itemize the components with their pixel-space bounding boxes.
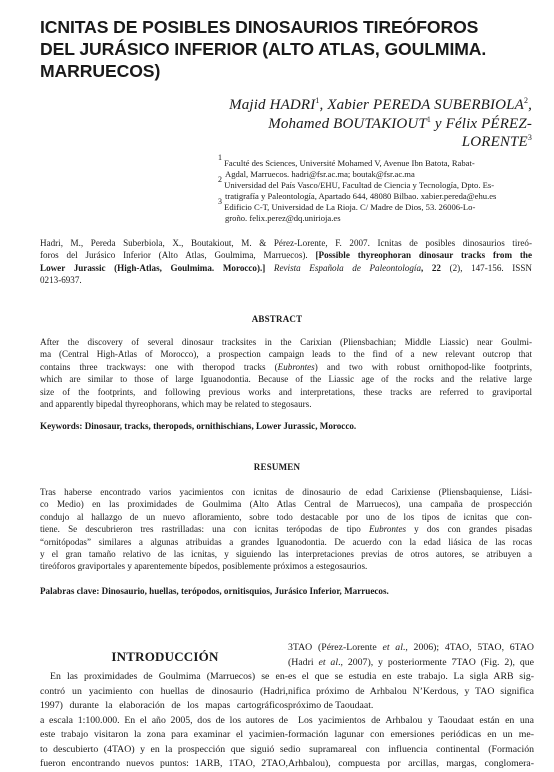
- abstract-heading: ABSTRACT: [251, 314, 303, 324]
- citation-etal: et al: [318, 656, 339, 668]
- abstract-line: After the discovery of several dinosaur tracksites in the Carixian (Pliensbachian; Middle Liassic) near Goulmi-: [40, 337, 532, 347]
- title-line: DEL JURÁSICO INFERIOR (ALTO ATLAS, GOULMIMA.: [40, 39, 487, 59]
- citation-line: Hadri, M., Pereda Suberbiola, X., Boutakiout, M. & Pérez-Lorente, F. 2007. Icnitas de posibles dinosaurios tireó-: [40, 238, 532, 248]
- author-name: Félix PÉREZ-: [445, 115, 532, 132]
- taxon-name: Eubrontes: [277, 361, 315, 372]
- affiliation-line: [218, 175, 536, 191]
- citation-text: (2), 147-156. ISSN: [440, 262, 532, 273]
- affiliation-line: [218, 153, 536, 169]
- citation: [40, 237, 532, 287]
- body-line: a escala 1:100.000. En el año 2005, dos de los autores de: [40, 714, 288, 726]
- body-line: [288, 641, 534, 656]
- affiliation-text: Faculté des Sciences, Université Mohamed V, Avenue Ibn Batota, Rabat-: [222, 158, 475, 168]
- citation-text: foros del Jurásico Inferior (Alto Atlas, Goulmima, Marruecos).: [40, 250, 308, 261]
- author-separator: ,: [528, 97, 532, 113]
- affiliation-line: tratigrafía y Paleontología, Apartado 644, 48080 Bilbao. xabier.pereda@ehu.es: [225, 191, 497, 201]
- intro-column-left: [40, 670, 288, 772]
- taxon-name: Eubrontes: [368, 524, 407, 535]
- affiliation-mark: 3: [218, 197, 222, 206]
- body-text: ., 2006); 4TAO, 5TAO, 6TAO: [402, 642, 535, 653]
- english-title: [Possible thyreophoran dinosaur tracks from the: [307, 250, 532, 261]
- abstract-line: and apparently bipedal thyreophorans, which may be related to stegosaurs.: [40, 399, 312, 410]
- affiliation-mark: 2: [218, 175, 222, 184]
- affiliation-mark: 1: [426, 114, 432, 124]
- body-line: este trabajo visitaron la zona para examinar el yacimien-: [40, 729, 288, 740]
- abstract-text: ) and two with robust ornithopod-like footprints,: [314, 361, 532, 372]
- intro-column-right: [288, 641, 534, 772]
- author-separator: ,: [319, 97, 328, 113]
- affiliation-line: [218, 197, 536, 213]
- body-line: En las proximidades de Goulmima (Marruecos) se en-: [50, 671, 288, 682]
- body-line: 1997) durante la elaboración de los mapas cartográficos: [40, 700, 288, 711]
- body-text: 3TAO (Pérez-Lorente: [288, 642, 383, 653]
- affiliation-mark: 1: [218, 153, 222, 162]
- resumen-line: Tras haberse encontrado varios yacimientos con icnitas de dinosaurio de edad Carixiense (Pliensbaquiense, Liási-: [40, 487, 532, 497]
- author-line: [229, 133, 532, 152]
- journal-volume: , 22: [421, 262, 441, 273]
- paper-title: [40, 16, 530, 82]
- body-line: nifica próximo de Arhbalou N’Kerdous, y TAO significa: [288, 685, 534, 697]
- body-text: ., 2007), y posteriormente 7TAO (Fig. 2), que: [338, 656, 534, 668]
- body-line: fueron encontrando nuevos puntos: 1ARB, 1TAO, 2TAO,: [40, 758, 288, 769]
- author-name: Xabier PEREDA SUBERBIOLA: [327, 97, 524, 113]
- abstract-keywords: [40, 420, 532, 432]
- abstract-line: which are similar to those of large Iguanodontia. Because of the Liassic age of the rocks and the relative large: [40, 374, 532, 385]
- resumen-text: tiene. Se descubrieron tres rastrilladas: una con icnitas terópodas de tipo: [40, 524, 369, 535]
- resumen-line: condujo al hallazgo de un nuevo afloramiento, sobre todo destacable por uno de los tipos de icnitas que con-: [40, 511, 532, 522]
- author-line: [229, 96, 532, 115]
- citation-line: [40, 262, 532, 274]
- author-line: [229, 115, 532, 134]
- keywords-label: Palabras clave:: [40, 586, 100, 596]
- keywords-line: [40, 585, 532, 597]
- affiliation-line: Agdal, Marruecos. hadri@fsr.ac.ma; boutak@fsr.ac.ma: [225, 169, 415, 179]
- affiliation-text: Universidad del País Vasco/EHU, Facultad de Ciencia y Tecnología, Dpto. Es-: [222, 180, 495, 190]
- author-name: LORENTE: [461, 134, 528, 150]
- resumen-body: [40, 486, 532, 573]
- resumen-line: “ornitópodas” similares a algunas atribuidas a grandes Iguanodontia. De acuerdo con la edad liásica de las rocas: [40, 536, 532, 547]
- body-line: contró un yacimiento con huellas de dinosaurio (Hadri,: [40, 685, 288, 697]
- body-line: dio supramareal con influencia continental (Formación: [288, 743, 534, 755]
- affiliation-mark: 3: [527, 133, 532, 142]
- author-separator: y: [431, 115, 446, 132]
- citation-etal: et al: [382, 642, 403, 653]
- resumen-text: y dos con grandes pisadas: [406, 524, 532, 535]
- affiliation-line: groño. felix.perez@dq.unirioja.es: [225, 213, 341, 223]
- resumen-line: co Medio) en las proximidades de Goulmima (Alto Atlas Central de Marruecos), una campaña de prospección: [40, 499, 532, 510]
- affiliation-mark: 2: [523, 96, 529, 105]
- keywords-text: Dinosaur, tracks, theropods, ornithischians, Lower Jurassic, Morocco.: [82, 421, 357, 431]
- body-line: próximo de Taoudaat.: [288, 700, 374, 711]
- body-line: formación lagunar con emersiones periódicas en un me-: [288, 729, 534, 740]
- resumen-line: [40, 523, 532, 535]
- affiliations: [218, 153, 536, 224]
- body-line: Arhbalou), compuesta por arcillas, margas, conglomera-: [288, 758, 534, 769]
- body-line: es el que se estudia en este trabajo. La sigla ARB sig-: [288, 671, 534, 682]
- resumen-keywords: [40, 585, 532, 597]
- body-text: (Hadri: [288, 656, 319, 668]
- keywords-text: Dinosaurio, huellas, terópodos, ornitisquios, Jurásico Inferior, Marruecos.: [99, 586, 389, 596]
- title-line: MARRUECOS): [40, 61, 161, 81]
- abstract-text: contains three trackways: one with theropod tracks (: [40, 361, 278, 372]
- citation-line: 0213-6937.: [40, 275, 82, 286]
- affiliation-mark: 1: [315, 96, 320, 105]
- body-line: to descubierto (4TAO) y en la prospección que siguió se: [40, 743, 288, 755]
- keywords-label: Keywords:: [40, 421, 83, 431]
- journal-name: Revista Española de Paleontología: [265, 262, 421, 273]
- introduction-heading: INTRODUCCIÓN: [111, 649, 219, 664]
- body-line: Los yacimientos de Arhbalou y Taoudaat están en una: [298, 714, 534, 726]
- abstract-line: ma (Central High-Atlas of Morocco), a prospection campaign leads to the find of a new relevant outcrop that: [40, 349, 532, 360]
- affiliation-text: Edificio C-T, Universidad de La Rioja. C/ Madre de Dios, 53. 26006-Lo-: [222, 202, 476, 212]
- resumen-line: y el gran tamaño relativo de las icnitas, y siguiendo las interpretaciones previas de otros autores, se atribuyen a: [40, 549, 532, 560]
- author-name: Mohamed BOUTAKIOUT: [268, 115, 427, 132]
- citation-line: [40, 249, 532, 261]
- resumen-heading: RESUMEN: [253, 462, 301, 472]
- title-line: ICNITAS DE POSIBLES DINOSAURIOS TIREÓFOROS: [40, 17, 479, 37]
- keywords-line: [40, 420, 532, 432]
- author-list: [229, 96, 532, 152]
- body-line: [288, 656, 534, 671]
- abstract-body: [40, 336, 532, 410]
- resumen-line: tireóforos graviportales y aparentemente bípedos, posiblemente próximos a estegosaurios.: [40, 561, 368, 572]
- author-name: Majid HADRI: [229, 97, 316, 113]
- english-title: Lower Jurassic (High-Atlas, Goulmima. Morocco).]: [40, 262, 266, 273]
- abstract-line: [40, 361, 532, 373]
- abstract-line: size of the footprints, and following previous works and interpretations, these tracks are referred to graviportal: [40, 386, 532, 397]
